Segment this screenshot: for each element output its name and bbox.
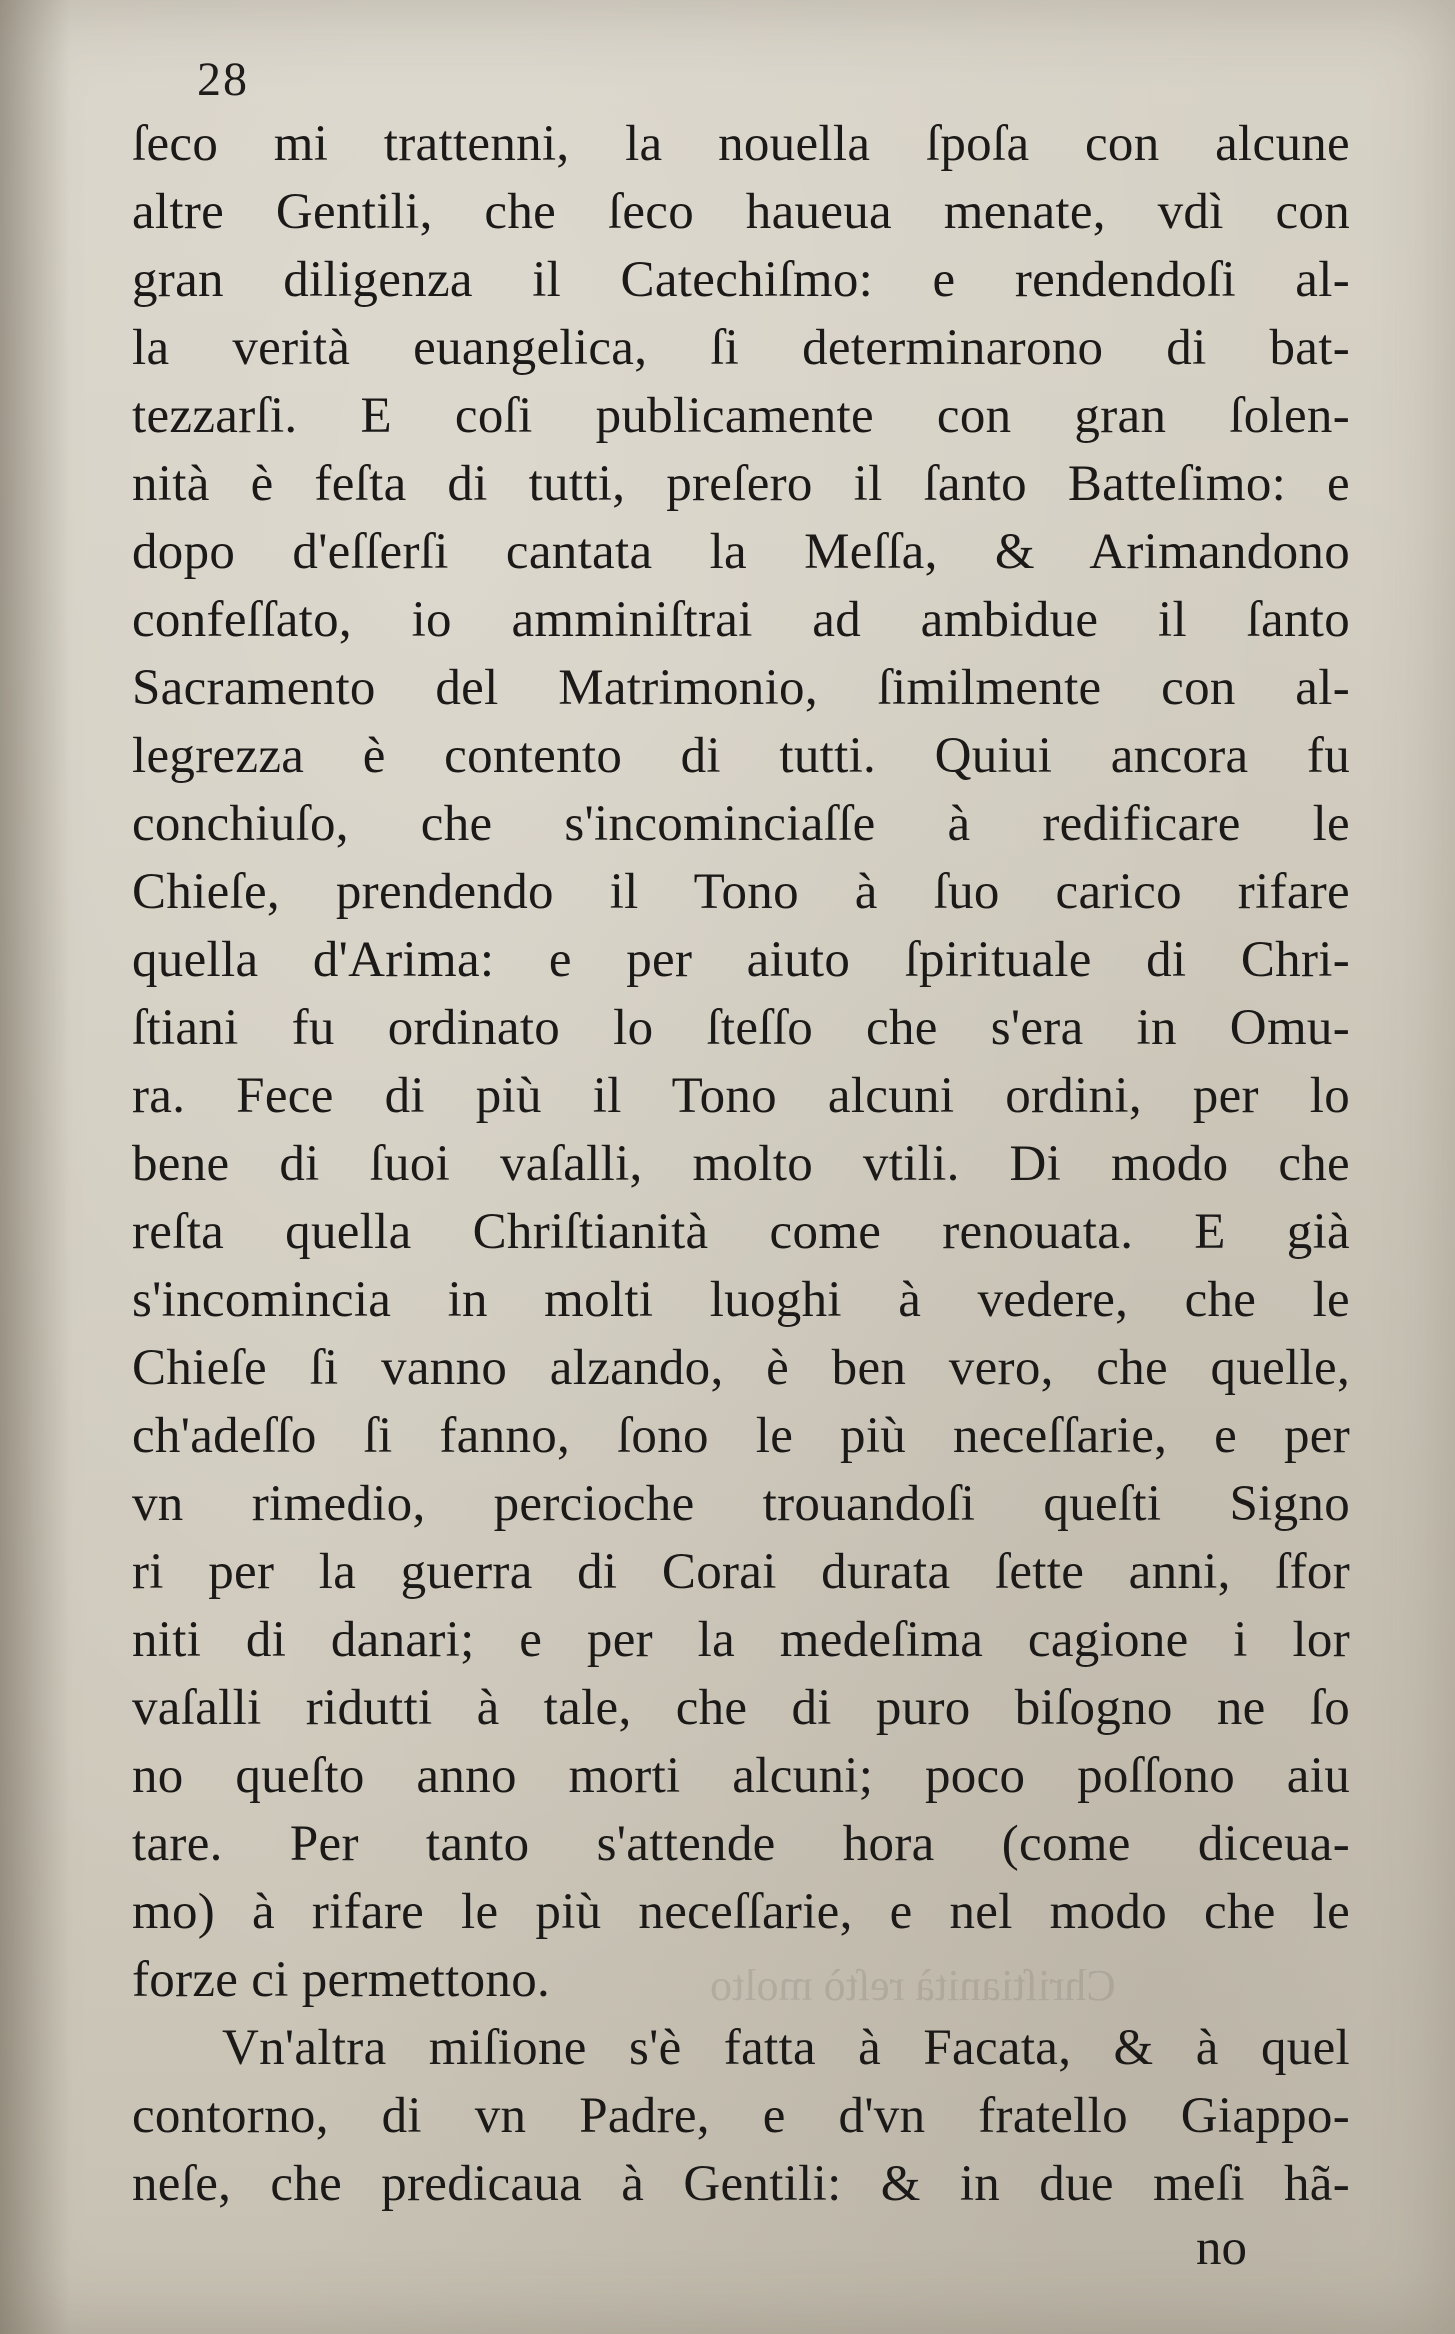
text-line: Chieſe, prendendo il Tono à ſuo carico rifare (132, 864, 1350, 920)
text-line: ch'adeſſo ſi fanno, ſono le più neceſſarie, e per (132, 1408, 1350, 1464)
text-line: legrezza è contento di tutti. Quiui ancora fu (132, 728, 1350, 784)
text-line: neſe, che predicaua à Gentili: & in due meſi hã- (132, 2156, 1350, 2212)
text-line: Sacramento del Matrimonio, ſimilmente con al- (132, 660, 1350, 716)
text-line: tare. Per tanto s'attende hora (come diceua- (132, 1816, 1350, 1872)
text-line: vn rimedio, percioche trouandoſi queſti Signo (132, 1476, 1350, 1532)
text-line: reſta quella Chriſtianità come renouata. E già (132, 1204, 1350, 1260)
text-line: s'incomincia in molti luoghi à vedere, che le (132, 1272, 1350, 1328)
catchword: no (1196, 2220, 1247, 2276)
text-line: gran diligenza il Catechiſmo: e rendendoſi al- (132, 252, 1350, 308)
text-line: la verità euangelica, ſi determinarono di bat- (132, 320, 1350, 376)
text-line: mo) à rifare le più neceſſarie, e nel modo che le (132, 1884, 1350, 1940)
text-line: dopo d'eſſerſi cantata la Meſſa, & Arimandono (132, 524, 1350, 580)
text-line: quella d'Arima: e per aiuto ſpirituale di Chri- (132, 932, 1350, 988)
paragraph-end-line: forze ci permettono. (132, 1952, 551, 2008)
text-line: no queſto anno morti alcuni; poco poſſono aiu (132, 1748, 1350, 1804)
text-line: vaſalli ridutti à tale, che di puro biſogno ne ſo (132, 1680, 1350, 1736)
text-line: niti di danari; e per la medeſima cagione i lor (132, 1612, 1350, 1668)
text-line: bene di ſuoi vaſalli, molto vtili. Di modo che (132, 1136, 1350, 1192)
body-text (132, 110, 1350, 2218)
page-number: 28 (197, 53, 249, 106)
text-line: ri per la guerra di Corai durata ſette anni, ſfor (132, 1544, 1350, 1600)
bleed-through-text: Chriſtianità reſtò molto (710, 1961, 1116, 2010)
text-line: ſeco mi trattenni, la nouella ſpoſa con alcune (132, 116, 1350, 172)
text-line: altre Gentili, che ſeco haueua menate, vdì con (132, 184, 1350, 240)
text-line: nità è feſta di tutti, preſero il ſanto Batteſimo: e (132, 456, 1350, 512)
text-line: Chieſe ſi vanno alzando, è ben vero, che quelle, (132, 1340, 1350, 1396)
text-line: conchiuſo, che s'incominciaſſe à redificare le (132, 796, 1350, 852)
text-line: ſtiani fu ordinato lo ſteſſo che s'era in Omu- (132, 1000, 1350, 1056)
page-edge-shadow (0, 0, 70, 2334)
text-line: ra. Fece di più il Tono alcuni ordini, per lo (132, 1068, 1350, 1124)
paragraph-start-line: Vn'altra miſione s'è fatta à Facata, & à quel (222, 2020, 1350, 2076)
text-line: contorno, di vn Padre, e d'vn fratello Giappo- (132, 2088, 1350, 2144)
text-line: confeſſato, io amminiſtrai ad ambidue il ſanto (132, 592, 1350, 648)
text-line: tezzarſi. E coſi publicamente con gran ſolen- (132, 388, 1350, 444)
